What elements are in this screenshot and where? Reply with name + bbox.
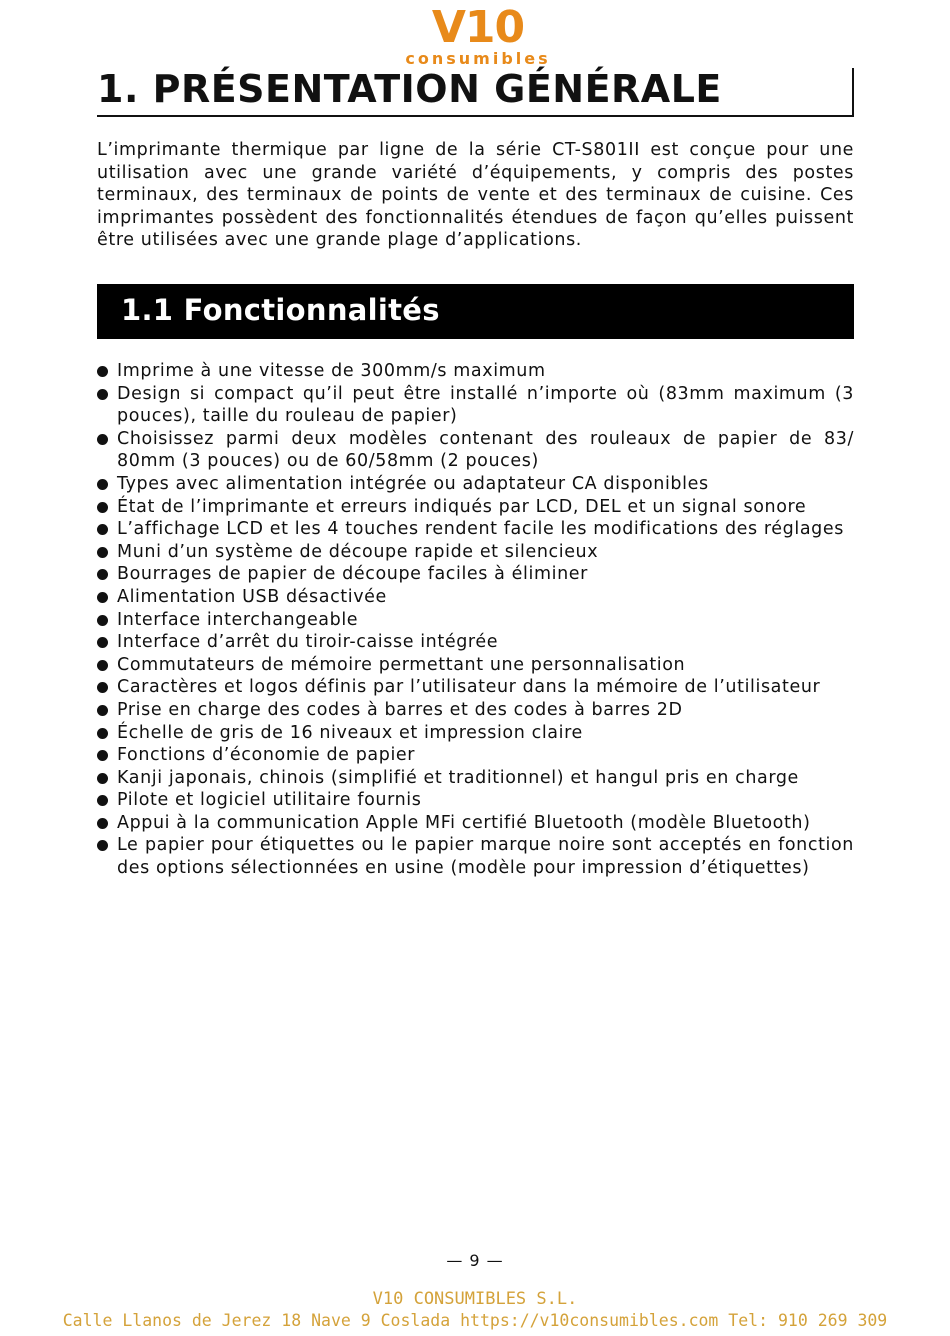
brand-logo-main: V10 — [431, 2, 525, 53]
bullet-icon — [97, 502, 108, 513]
bullet-icon — [97, 728, 108, 739]
feature-text: État de l’imprimante et erreurs indiqués par LCD, DEL et un signal sonore — [117, 496, 807, 517]
bullet-icon — [97, 705, 108, 716]
feature-list — [97, 360, 854, 880]
feature-text: L’affichage LCD et les 4 touches rendent facile les modifications des réglages — [117, 519, 844, 540]
feature-item — [97, 812, 854, 835]
feature-item — [97, 699, 854, 722]
feature-item — [97, 654, 854, 677]
bullet-icon — [97, 547, 108, 558]
feature-item — [97, 767, 854, 790]
bullet-icon — [97, 682, 108, 693]
footer-address: Calle Llanos de Jerez 18 Nave 9 Coslada https://v10consumibles.com Tel: 910 269 309 — [62, 1311, 888, 1330]
feature-text: Imprime à une vitesse de 300mm/s maximum — [117, 361, 546, 381]
intro-paragraph: L’imprimante thermique par ligne de la série CT-S801II est conçue pour une utilisation avec une grande variété d’équipements, y compris des postes terminaux, des terminaux de points de vente et des terminaux de cuisine. Ces imprimantes possèdent des fonctionnalités étendues de façon qu’elles puissent être utilisées avec une grande plage d’applications. — [97, 140, 854, 251]
feature-item — [97, 383, 854, 428]
feature-item — [97, 541, 854, 564]
bullet-icon — [97, 524, 108, 535]
feature-text: Échelle de gris de 16 niveaux et impression claire — [117, 722, 583, 743]
feature-text: Appui à la communication Apple MFi certifié Bluetooth (modèle Bluetooth) — [117, 812, 811, 833]
bullet-icon — [97, 750, 108, 761]
feature-item — [97, 428, 854, 473]
feature-item — [97, 360, 854, 383]
feature-text: Commutateurs de mémoire permettant une personnalisation — [117, 654, 686, 675]
title-side-rule — [852, 68, 854, 117]
bullet-icon — [97, 366, 108, 377]
feature-item — [97, 631, 854, 654]
feature-text: Bourrages de papier de découpe faciles à éliminer — [117, 564, 588, 585]
bullet-icon — [97, 660, 108, 671]
bullet-icon — [97, 615, 108, 626]
bullet-icon — [97, 592, 108, 603]
feature-item — [97, 586, 854, 609]
bullet-icon — [97, 434, 108, 445]
bullet-icon — [97, 818, 108, 829]
page-title: 1. PRÉSENTATION GÉNÉRALE — [97, 67, 722, 111]
feature-text: Alimentation USB désactivée — [117, 586, 387, 607]
section-header — [97, 284, 854, 339]
feature-item — [97, 609, 854, 632]
feature-text: Caractères et logos définis par l’utilisateur dans la mémoire de l’utilisateur — [117, 677, 821, 698]
bullet-icon — [97, 389, 108, 400]
feature-item — [97, 676, 854, 699]
bullet-icon — [97, 637, 108, 648]
feature-text: Le papier pour étiquettes ou le papier marque noire sont acceptés en fonction des options sélectionnées en usine (modèle pour impression d’étiquettes) — [117, 835, 854, 879]
feature-item — [97, 834, 854, 879]
feature-text: Pilote et logiciel utilitaire fournis — [117, 790, 422, 811]
footer-company: V10 CONSUMIBLES S.L. — [372, 1289, 578, 1309]
brand-logo — [388, 2, 568, 68]
feature-text: Prise en charge des codes à barres et des codes à barres 2D — [117, 699, 683, 720]
feature-item — [97, 473, 854, 496]
feature-item — [97, 789, 854, 812]
brand-logo-subtitle: consumibles — [405, 49, 551, 68]
page-number: — 9 — — [446, 1251, 504, 1270]
feature-text: Kanji japonais, chinois (simplifié et traditionnel) et hangul pris en charge — [117, 767, 799, 788]
feature-text: Muni d’un système de découpe rapide et silencieux — [117, 541, 599, 562]
bullet-icon — [97, 479, 108, 490]
bullet-icon — [97, 840, 108, 851]
bullet-icon — [97, 795, 108, 806]
title-underline — [97, 115, 854, 117]
feature-text: Choisissez parmi deux modèles contenant des rouleaux de papier de 83/ 80mm (3 pouces) ou de 60/58mm (2 pouces) — [117, 428, 854, 472]
feature-item — [97, 563, 854, 586]
feature-item — [97, 722, 854, 745]
feature-text: Fonctions d’économie de papier — [117, 745, 416, 766]
bullet-icon — [97, 569, 108, 580]
bullet-icon — [97, 773, 108, 784]
feature-text: Interface interchangeable — [117, 609, 359, 630]
feature-item — [97, 744, 854, 767]
feature-text: Design si compact qu’il peut être installé n’importe où (83mm maximum (3 pouces), taille du rouleau de papier) — [117, 383, 854, 427]
feature-item — [97, 518, 854, 541]
section-title: 1.1 Fonctionnalités — [121, 293, 440, 327]
feature-text: Interface d’arrêt du tiroir-caisse intégrée — [117, 632, 499, 653]
feature-text: Types avec alimentation intégrée ou adaptateur CA disponibles — [117, 473, 709, 494]
feature-item — [97, 496, 854, 519]
